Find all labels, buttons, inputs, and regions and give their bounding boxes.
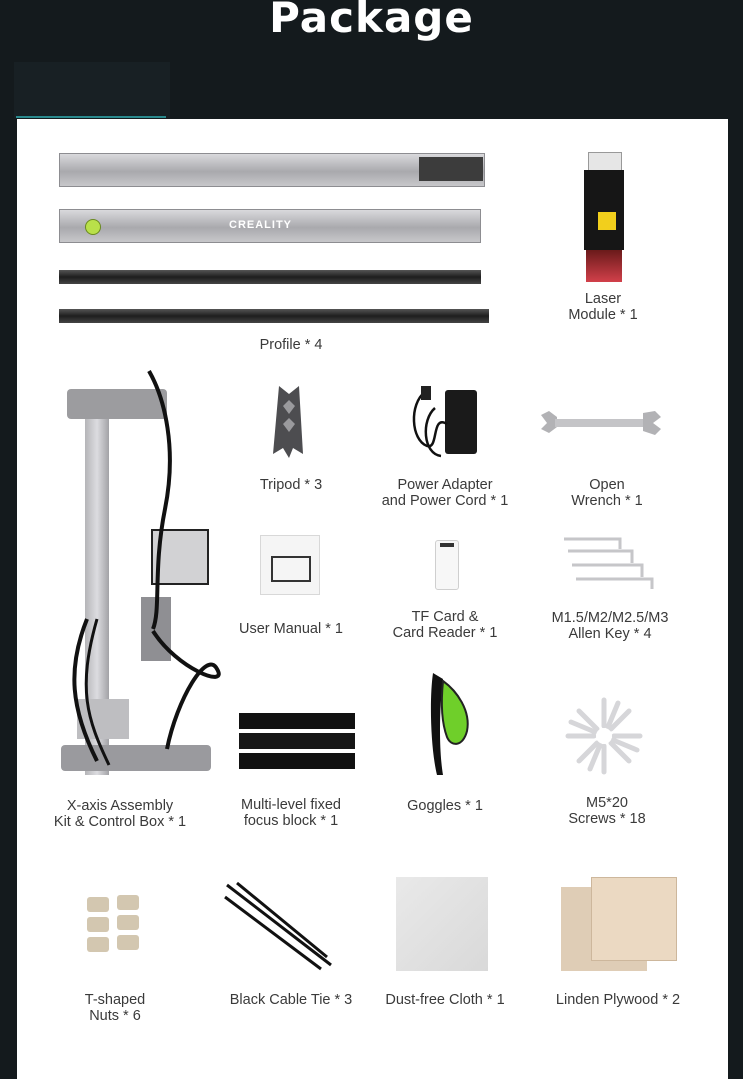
screws-label: M5*20 Screws * 18	[568, 795, 646, 827]
cable-tie-label: Black Cable Tie * 3	[229, 992, 353, 1008]
cloth-label: Dust-free Cloth * 1	[385, 992, 505, 1008]
tripod-icon	[263, 384, 315, 462]
aluminum-profile-icon	[59, 149, 491, 329]
power-adapter-icon	[401, 384, 491, 464]
laser-module-label: Laser Module * 1	[568, 291, 638, 323]
page-title: Package	[269, 0, 474, 42]
profile-label: Profile * 4	[259, 337, 323, 353]
open-wrench-label: Open Wrench * 1	[571, 477, 643, 509]
header-block	[14, 62, 170, 118]
focus-block-label: Multi-level fixed focus block * 1	[241, 797, 341, 829]
manual-icon	[260, 535, 320, 595]
focus-block-icon	[239, 713, 355, 773]
user-manual-label: User Manual * 1	[239, 621, 343, 637]
t-nut-icon	[85, 895, 145, 955]
screws-icon	[563, 695, 645, 777]
creality-brand-text: CREALITY	[229, 219, 292, 231]
card-reader-icon	[435, 540, 459, 590]
package-contents-panel	[17, 119, 728, 1079]
allen-key-label: M1.5/M2/M2.5/M3 Allen Key * 4	[551, 610, 669, 642]
plywood-icon	[561, 877, 677, 971]
x-axis-assembly-label: X-axis Assembly Kit & Control Box * 1	[53, 798, 187, 830]
t-nut-label: T-shaped Nuts * 6	[84, 992, 146, 1024]
power-adapter-label: Power Adapter and Power Cord * 1	[381, 477, 509, 509]
laser-module-icon	[582, 152, 626, 284]
allen-key-icon	[562, 535, 658, 591]
x-axis-assembly-icon	[57, 369, 237, 781]
plywood-label: Linden Plywood * 2	[555, 992, 681, 1008]
cloth-icon	[396, 877, 488, 971]
goggles-label: Goggles * 1	[407, 798, 483, 814]
goggles-icon	[427, 671, 475, 779]
wrench-icon	[539, 409, 663, 437]
accent-divider	[16, 116, 166, 118]
tripod-label: Tripod * 3	[259, 477, 323, 493]
cable-tie-icon	[223, 881, 335, 971]
tf-card-label: TF Card & Card Reader * 1	[392, 609, 498, 641]
